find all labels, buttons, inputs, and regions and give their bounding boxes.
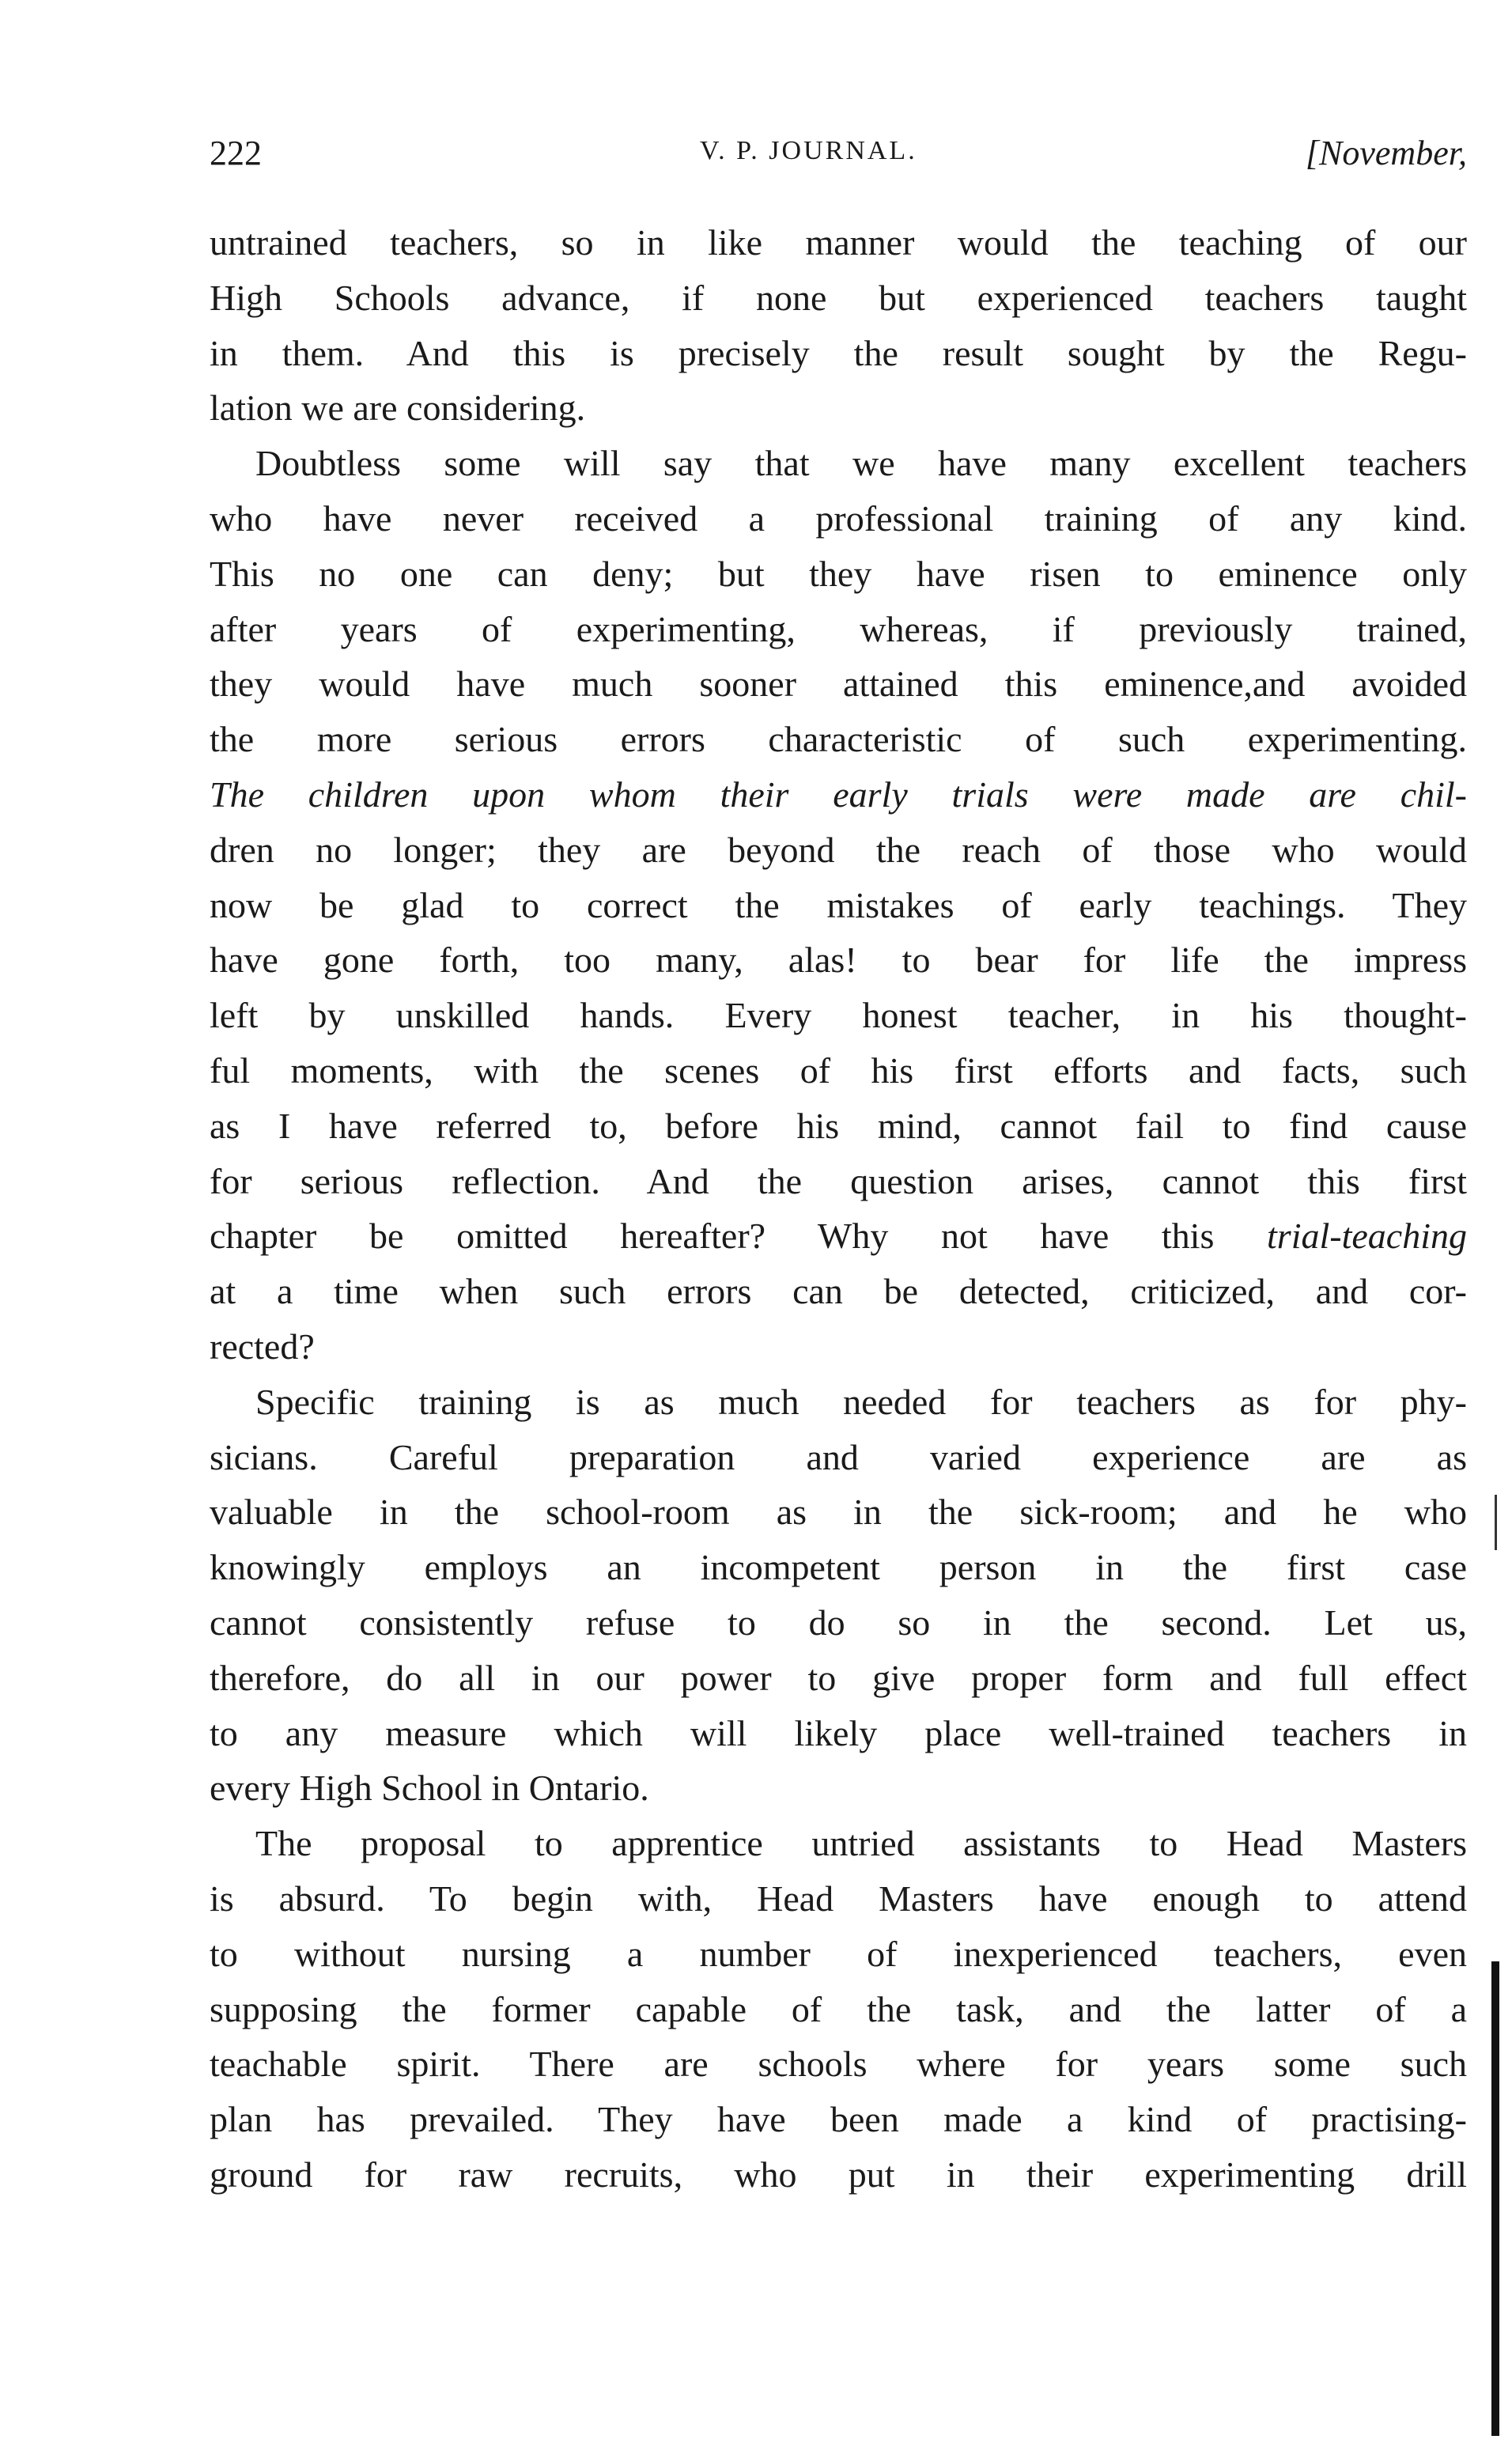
text-line: who have never received a professional training of any kind. [210, 497, 1467, 539]
text-line: cannot consistently refuse to do so in the second. Let us, [210, 1602, 1467, 1643]
text-line: This no one can deny; but they have risen to eminence only [210, 553, 1467, 594]
text-line: The proposal to apprentice untried assistants to Head Masters [255, 1823, 1467, 1864]
text-line: knowingly employs an incompetent person in the first case [210, 1547, 1467, 1588]
text-line: the more serious errors characteristic of such experimenting. [210, 719, 1467, 760]
text-line: to any measure which will likely place well-trained teachers in [210, 1712, 1467, 1753]
text-line: rected? [210, 1326, 315, 1367]
text-line: have gone forth, too many, alas! to bear for life the impress [210, 940, 1467, 981]
text-line: in them. And this is precisely the result sought by the Regu- [210, 332, 1467, 373]
text-line: sicians. Careful preparation and varied experience are as [210, 1436, 1467, 1477]
text-line: now be glad to correct the mistakes of early teachings. They [210, 884, 1467, 925]
journal-title: V. P. JOURNAL. [700, 136, 917, 165]
text-line: they would have much sooner attained this eminence,and avoided [210, 664, 1467, 705]
text-line: after years of experimenting, whereas, if previously trained, [210, 608, 1467, 649]
text-line: left by unskilled hands. Every honest teacher, in his thought- [210, 995, 1467, 1036]
text-line: Doubtless some will say that we have many excellent teachers [255, 443, 1467, 484]
italic-phrase: The children upon whom their early trials were made are chil- [210, 773, 1467, 815]
italic-phrase: trial-teaching [1267, 1216, 1467, 1257]
text-line: ful moments, with the scenes of his first efforts and facts, such [210, 1049, 1467, 1091]
text-line: valuable in the school-room as in the sick-room; and he who [210, 1492, 1467, 1533]
page-number: 222 [210, 134, 262, 172]
text-line: Specific training is as much needed for teachers as for phy- [255, 1381, 1467, 1422]
text-line: lation we are considering. [210, 388, 586, 429]
text-line: every High School in Ontario. [210, 1768, 649, 1809]
text-line: dren no longer; they are beyond the reach of those who would [210, 829, 1467, 870]
running-head [210, 133, 1467, 183]
text-line [210, 767, 1467, 823]
text-line: therefore, do all in our power to give proper form and full effect [210, 1657, 1467, 1698]
running-head-month: [November, [1305, 134, 1467, 172]
text-line: chapter be omitted hereafter? Why not have this trial-teaching [210, 1216, 1467, 1257]
text-line: at a time when such errors can be detected, criticized, and cor- [210, 1271, 1467, 1312]
text-line: plan has prevailed. They have been made a kind of practising- [210, 2099, 1467, 2140]
text-line: to without nursing a number of inexperienced teachers, even [210, 1933, 1467, 1974]
text-line: supposing the former capable of the task, and the latter of a [210, 1988, 1467, 2029]
text-line: is absurd. To begin with, Head Masters have enough to attend [210, 1878, 1467, 1919]
page-edge-shadow [1491, 1961, 1499, 2436]
text-line: for serious reflection. And the question arises, cannot this first [210, 1160, 1467, 1201]
article-body [210, 215, 1467, 2203]
text-line: untrained teachers, so in like manner would the teaching of our [210, 222, 1467, 263]
text-line: teachable spirit. There are schools where for years some such [210, 2044, 1467, 2085]
text-line: as I have referred to, before his mind, cannot fail to find cause [210, 1105, 1467, 1146]
text-line: High Schools advance, if none but experienced teachers taught [210, 277, 1467, 318]
margin-scan-mark [1495, 1495, 1497, 1550]
text-line: ground for raw recruits, who put in their experimenting drill [210, 2154, 1467, 2195]
